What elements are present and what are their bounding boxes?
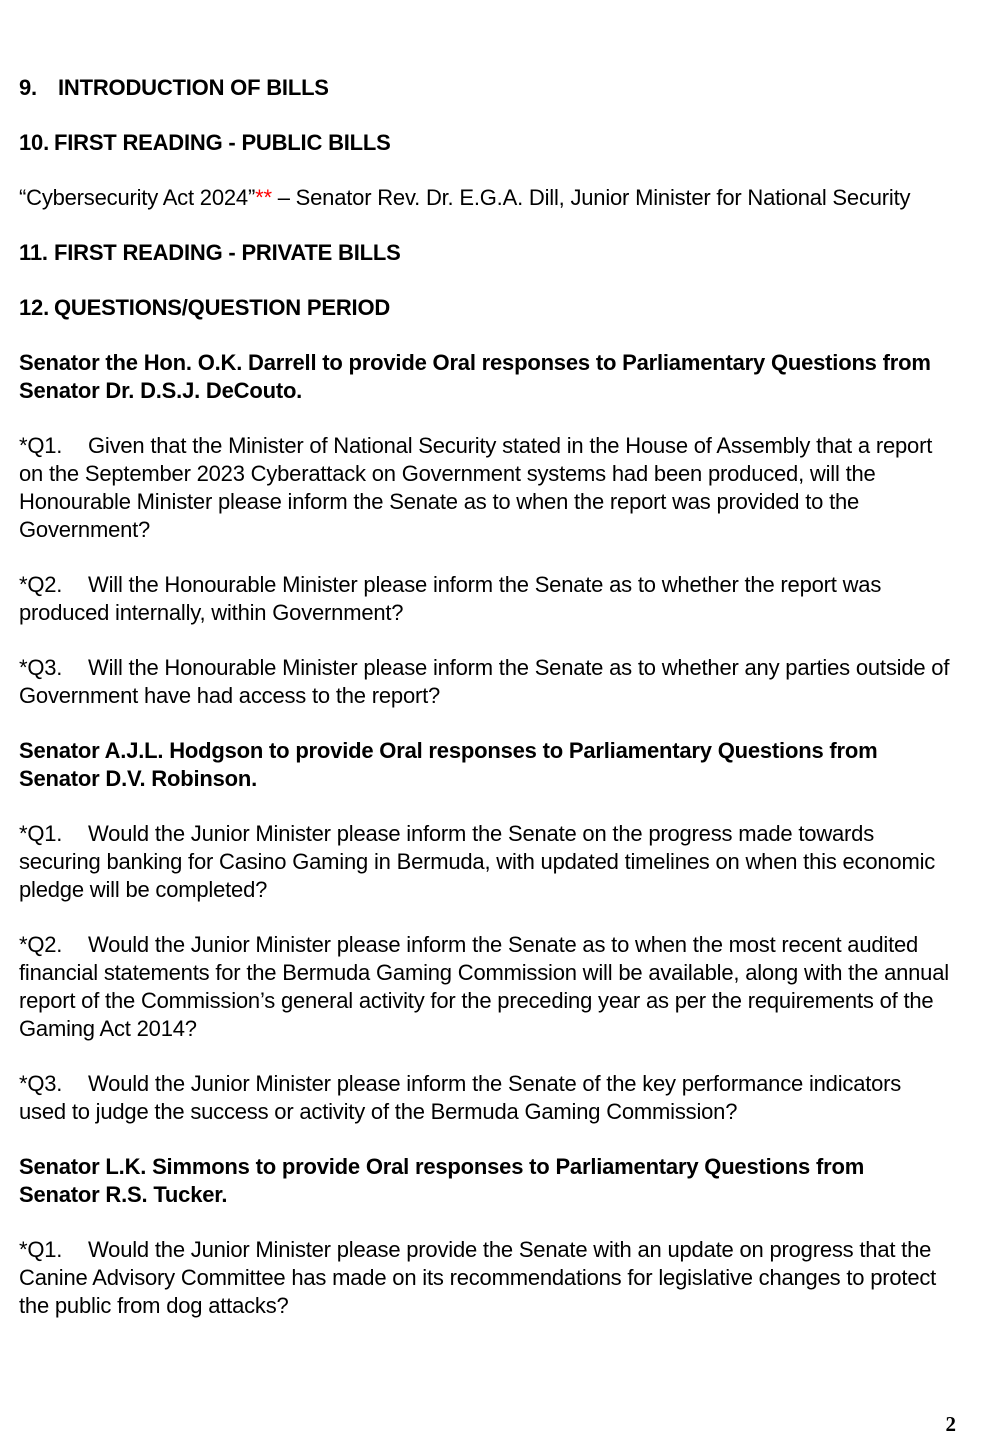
question-text: Will the Honourable Minister please inform the Senate as to whether the report was produced internally, within Government?: [19, 572, 882, 625]
agenda-item-number: 12.: [19, 295, 49, 320]
question-group-heading-simmons: Senator L.K. Simmons to provide Oral responses to Parliamentary Questions from Senator R.S. Tucker.: [19, 1154, 865, 1207]
question-label: *Q1.: [19, 821, 63, 846]
page-number: 2: [945, 1412, 956, 1436]
question-label: *Q3.: [19, 1071, 63, 1096]
question-text: Will the Honourable Minister please inform the Senate as to whether any parties outside of Government have had access to the report?: [19, 655, 950, 708]
agenda-item-first-reading-public-bills: [19, 129, 950, 157]
question-label: *Q1.: [19, 1237, 63, 1262]
agenda-item-number: 9.: [19, 75, 37, 100]
question-group-heading-darrell: Senator the Hon. O.K. Darrell to provide Oral responses to Parliamentary Questions from Senator Dr. D.S.J. DeCouto.: [19, 350, 931, 403]
bill-title: “Cybersecurity Act 2024”: [19, 185, 256, 210]
agenda-item-title: INTRODUCTION OF BILLS: [58, 75, 329, 100]
question-text: Would the Junior Minister please inform the Senate on the progress made towards securing banking for Casino Gaming in Bermuda, with updated timelines on when this economic pledge will be completed?: [19, 821, 936, 902]
question-text: Would the Junior Minister please inform the Senate as to when the most recent audited financial statements for the Bermuda Gaming Commission will be available, along with the annual report of the Commission’s general activity for the preceding year as per the requirements of the Gaming Act 2014?: [19, 932, 949, 1041]
question-hodgson-q2: [19, 931, 950, 1043]
bill-entry: [19, 184, 950, 212]
question-darrell-q3: [19, 654, 950, 710]
agenda-item-introduction-of-bills: [19, 74, 950, 102]
agenda-item-number: 11.: [19, 240, 48, 265]
question-group-heading-hodgson: Senator A.J.L. Hodgson to provide Oral responses to Parliamentary Questions from Senator D.V. Robinson.: [19, 738, 878, 791]
agenda-item-questions-period: [19, 294, 950, 322]
question-label: *Q3.: [19, 655, 63, 680]
question-hodgson-q1: [19, 820, 950, 904]
bill-asterisks: **: [255, 185, 272, 210]
question-label: *Q2.: [19, 932, 63, 957]
question-darrell-q2: [19, 571, 950, 627]
bill-attribution: – Senator Rev. Dr. E.G.A. Dill, Junior Minister for National Security: [271, 185, 911, 210]
agenda-item-number: 10.: [19, 130, 49, 155]
question-label: *Q1.: [19, 433, 63, 458]
question-text: Given that the Minister of National Security stated in the House of Assembly that a report on the September 2023 Cyberattack on Government systems had been produced, will the Honourable Minister please inform the Senate as to when the report was provided to the Government?: [19, 433, 933, 542]
question-text: Would the Junior Minister please inform the Senate of the key performance indicators used to judge the success or activity of the Bermuda Gaming Commission?: [19, 1071, 902, 1124]
question-text: Would the Junior Minister please provide the Senate with an update on progress that the Canine Advisory Committee has made on its recommendations for legislative changes to protect the public from dog attacks?: [19, 1237, 937, 1318]
question-darrell-q1: [19, 432, 950, 544]
question-simmons-q1: [19, 1236, 950, 1320]
agenda-item-title: QUESTIONS/QUESTION PERIOD: [54, 295, 391, 320]
agenda-item-first-reading-private-bills: [19, 239, 950, 267]
agenda-item-title: FIRST READING - PUBLIC BILLS: [54, 130, 391, 155]
question-label: *Q2.: [19, 572, 63, 597]
agenda-item-title: FIRST READING - PRIVATE BILLS: [54, 240, 401, 265]
question-hodgson-q3: [19, 1070, 950, 1126]
